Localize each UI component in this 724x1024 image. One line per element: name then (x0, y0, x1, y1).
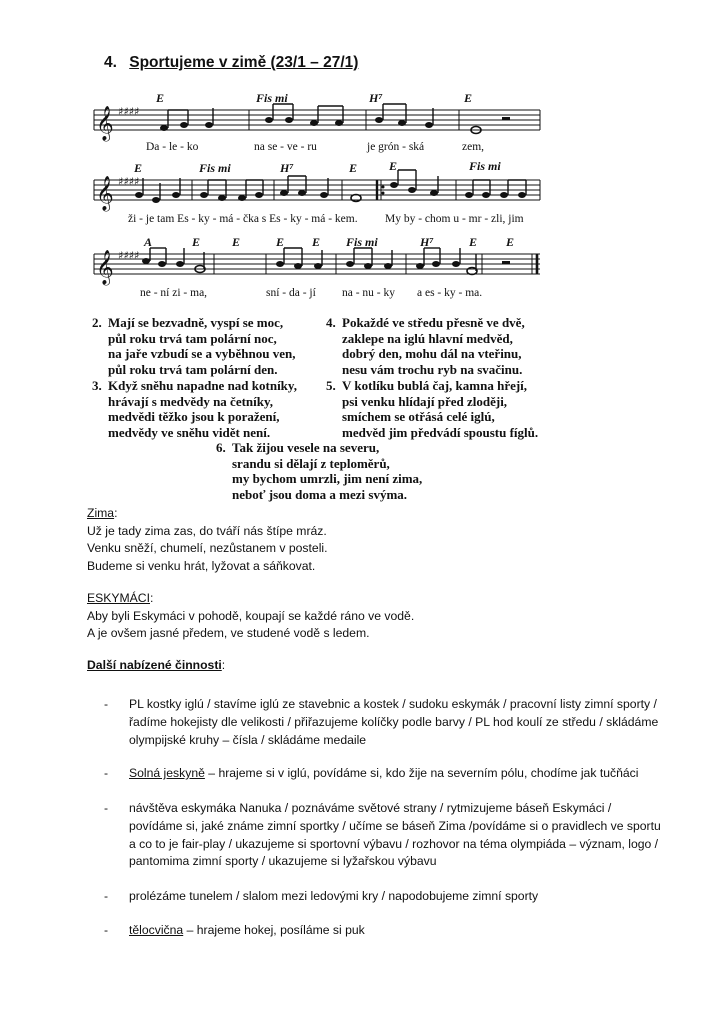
poem-line: Venku sněží, chumelí, nezůstanem v posteli. (87, 541, 328, 555)
verse-number: 2. (92, 315, 102, 330)
staff-row-3 (94, 235, 540, 299)
list-item-text: – hrajeme hokej, posíláme si puk (183, 923, 365, 937)
poem-line: Aby byli Eskymáci v pohodě, koupají se každé ráno ve vodě. (87, 608, 415, 623)
lyric-text: na se - ve - ru (254, 141, 317, 153)
list-dash: - (104, 923, 109, 937)
lyric-text: a es - ky - ma. (417, 287, 483, 299)
list-dash: - (104, 697, 109, 711)
verse-line: medvědi těžko jsou k poražení, (108, 409, 280, 425)
list-dash: - (104, 766, 109, 780)
verse-line: medvěd jim předvádí spoustu fíglů. (342, 424, 539, 440)
activities-title: Další nabízené činnosti (87, 658, 222, 672)
svg-text:♯♯♯♯: ♯♯♯♯ (118, 105, 140, 118)
song-verse (92, 315, 295, 377)
verse-line: smíchem se otřásá celé iglú, (342, 409, 495, 425)
lyric-text: na - nu - ky (342, 287, 396, 299)
list-item (104, 765, 664, 783)
chord-label: E (312, 235, 321, 249)
verse-number: 3. (92, 378, 102, 393)
verse-line: psi venku hlídají před zloději, (342, 393, 508, 409)
verse-line: půl roku trvá tam polární noc, (108, 330, 277, 346)
verse-line: nesu vám trochu ryb na svačinu. (342, 361, 523, 377)
verse-number: 6. (216, 440, 226, 455)
chord-label: E (506, 235, 515, 249)
poem-eskymaci (87, 590, 414, 643)
chord-label: Fis mi (199, 161, 231, 175)
list-dash: - (104, 889, 109, 903)
list-item-text: – hrajeme si v iglú, povídáme si, kdo žije na severním pólu, chodíme jak tučňáci (204, 766, 639, 780)
list-item (104, 696, 664, 749)
lyric-text: Da - le - ko (146, 141, 199, 153)
lyric-text: sní - da - jí (266, 287, 316, 299)
poem-title-colon: : (150, 591, 154, 605)
verse-line: na jaře vzbudí se a vyběhnou ven, (108, 346, 296, 362)
verse-line: my bychom umrzli, jim není zima, (232, 471, 423, 487)
poem-line: Budeme si venku hrát, lyžovat a sáňkovat. (87, 558, 316, 573)
poem-zima (87, 505, 328, 575)
list-item-keyword: Solná jeskyně (129, 766, 205, 780)
svg-text:♯♯♯♯: ♯♯♯♯ (118, 249, 140, 262)
verse-line: zaklepe na iglú hlavní medvěd, (342, 330, 513, 346)
chord-label: E (134, 161, 143, 175)
heading-title: Sportujeme v zimě (23/1 – 27/1) (129, 54, 359, 71)
verse-line: V kotlíku bublá čaj, kamna hřejí, (342, 378, 528, 393)
verse-number: 4. (326, 315, 336, 330)
chord-label: Fis mi (256, 91, 288, 105)
verse-line: srandu si dělají z teploměrů, (232, 455, 390, 471)
svg-text:𝄞: 𝄞 (96, 250, 114, 285)
lyric-text: je grón - ská (367, 141, 425, 153)
staff-row-2 (94, 159, 540, 225)
chord-label: E (469, 235, 478, 249)
poem-title: ESKYMÁCI (87, 591, 150, 605)
staff-row-1 (94, 91, 540, 153)
svg-text:𝄞: 𝄞 (96, 106, 114, 141)
activities-heading (87, 657, 225, 675)
lyric-text: My by - chom u - mr - zli, jim (385, 213, 524, 225)
verse-line: neboť jsou doma a mezi svýma. (232, 486, 408, 502)
chord-label: E (232, 235, 241, 249)
verse-number: 5. (326, 378, 336, 393)
verse-line: Tak žijou vesele na severu, (232, 440, 380, 455)
verse-line: Když sněhu napadne nad kotníky, (108, 378, 297, 393)
chord-label: E (349, 161, 358, 175)
verse-line: hrávají s medvědy na četníky, (108, 393, 274, 409)
song-verse (216, 440, 422, 502)
list-item-text: PL kostky iglú / stavíme iglú ze stavebnic a kostek / sudoku eskymák / pracovní listy zimní sporty / řadíme hokejisty dle velikosti / přiřazujeme kolíčky podle barvy / PL hod koulí ze středu / skládáme olympijské kruhy – čísla / skládáme medaile (129, 697, 659, 747)
activities-title-colon: : (221, 658, 226, 672)
list-item-text: prolézáme tunelem / slalom mezi ledovými kry / napodobujeme zimní sporty (129, 889, 539, 903)
svg-text:𝄞: 𝄞 (96, 176, 114, 211)
chord-label: E (464, 91, 473, 105)
list-item (104, 800, 664, 871)
chord-label: H⁷ (280, 161, 294, 175)
list-item-text: návštěva eskymáka Nanuka / poznáváme světové strany / rytmizujeme báseň Eskymáci / povídáme si, jaké známe zimní sportky / učíme se báseň Zima /povídáme si o pravidlech ve sportu a co to je fair-play / ukazujeme si sportovní výbavu / rozhovor na téma olympiáda – význam, logo / pantomima zimní sporty / ukazujeme si lyžařskou výbavu (129, 801, 661, 869)
chord-label: E (389, 159, 398, 173)
verse-line: půl roku trvá tam polární den. (108, 361, 278, 377)
poem-line: Už je tady zima zas, do tváří nás štípe mráz. (87, 523, 327, 538)
song-verse (92, 378, 297, 440)
chord-label: H⁷ (369, 91, 383, 105)
poem-title: Zima (87, 506, 115, 520)
chord-label: H⁷ (420, 235, 434, 249)
poem-line: A je ovšem jasné předem, ve studené vodě s ledem. (87, 626, 370, 640)
list-item (104, 922, 664, 940)
chord-label: Fis mi (346, 235, 378, 249)
verse-line: Pokaždé ve středu přesně ve dvě, (342, 315, 525, 330)
chord-label: A (144, 235, 153, 249)
chord-label: Fis mi (469, 159, 501, 173)
verse-line: Mají se bezvadně, vyspí se moc, (108, 315, 284, 330)
chord-label: E (276, 235, 285, 249)
list-item-keyword: tělocvična (129, 923, 184, 937)
song-verse (326, 378, 538, 440)
list-item (104, 888, 664, 906)
list-dash: - (104, 801, 109, 815)
poem-title-colon: : (114, 506, 118, 520)
lyric-text: ne - ní zi - ma, (140, 287, 208, 299)
section-heading (104, 54, 358, 72)
lyric-text: ži - je tam Es - ky - má - čka s Es - ky - má - kem. (128, 213, 358, 225)
sheet-music (84, 88, 544, 310)
heading-number: 4. (104, 54, 117, 71)
verse-line: medvědy ve sněhu vidět není. (108, 424, 271, 440)
chord-label: E (156, 91, 165, 105)
svg-text:♯♯♯♯: ♯♯♯♯ (118, 175, 140, 188)
chord-label: E (192, 235, 201, 249)
lyric-text: zem, (462, 141, 485, 153)
song-verse (326, 315, 525, 377)
verse-line: dobrý den, mohu dál na vteřinu, (342, 346, 522, 362)
